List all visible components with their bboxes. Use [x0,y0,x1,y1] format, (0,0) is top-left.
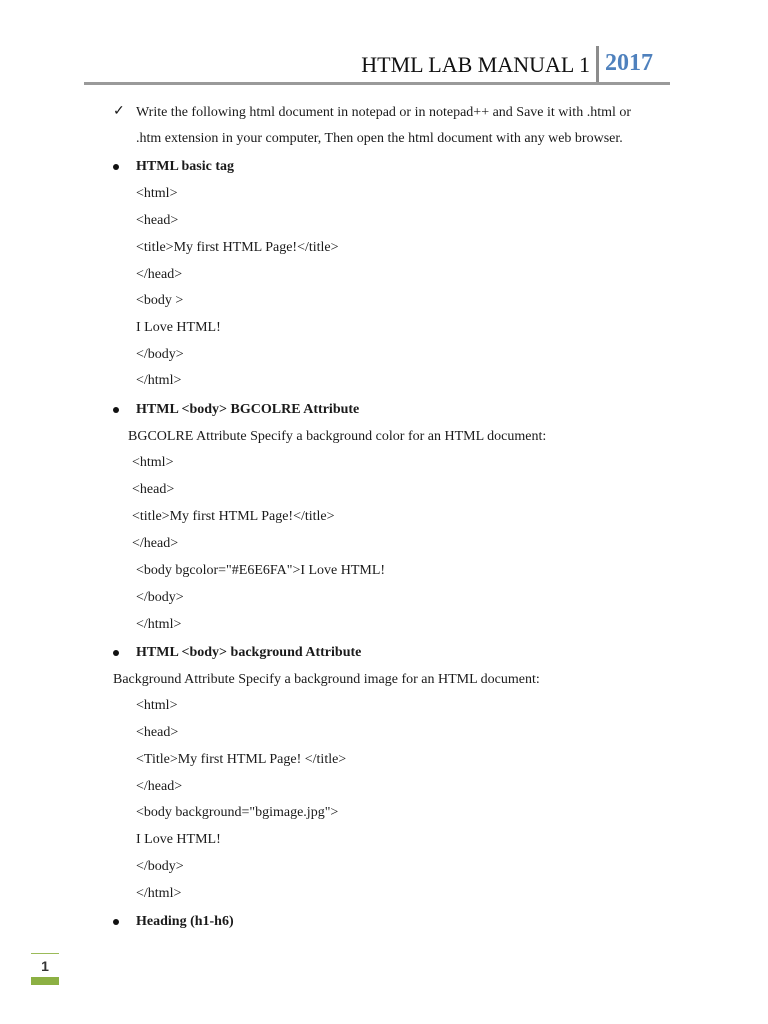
page-number: 1 [41,958,49,974]
page-header [84,44,670,84]
code-line: <head> [132,482,175,497]
code-line: <html> [136,698,178,713]
section-heading-background: HTML <body> background Attribute [136,645,362,660]
footer-bar [31,977,59,985]
bullet-icon [113,650,119,656]
document-year: 2017 [605,50,653,76]
code-line: <head> [136,725,179,740]
code-line: I Love HTML! [136,320,221,335]
code-line: <head> [136,213,179,228]
intro-line-2: .htm extension in your computer, Then open the html document with any web browser. [136,131,623,146]
bullet-icon [113,919,119,925]
code-line: <Title>My first HTML Page! </title> [136,752,347,767]
code-line: </head> [136,779,183,794]
code-line: <body bgcolor="#E6E6FA">I Love HTML! [136,563,386,578]
code-line: <title>My first HTML Page!</title> [132,509,335,524]
code-line: I Love HTML! [136,832,221,847]
footer-rule [31,953,59,954]
code-line: </body> [136,859,184,874]
code-line: </html> [136,886,182,901]
section-description-bgcolor: BGCOLRE Attribute Specify a background color for an HTML document: [128,429,547,444]
header-rule [84,82,670,85]
code-line: <title>My first HTML Page!</title> [136,240,339,255]
section-heading-bgcolor: HTML <body> BGCOLRE Attribute [136,402,360,417]
bullet-icon [113,407,119,413]
section-heading-basic-tag: HTML basic tag [136,159,235,174]
code-line: </html> [136,617,182,632]
code-line: <body background="bgimage.jpg"> [136,805,339,820]
intro-line-1: Write the following html document in notepad or in notepad++ and Save it with .html or [136,105,632,120]
code-line: </head> [132,536,179,551]
code-line: </html> [136,373,182,388]
code-line: </head> [136,267,183,282]
bullet-icon [113,164,119,170]
checkmark-icon: ✓ [113,104,125,119]
code-line: </body> [136,347,184,362]
header-divider [596,46,599,84]
code-line: </body> [136,590,184,605]
code-line: <html> [136,186,178,201]
code-line: <body > [136,293,184,308]
section-heading-headings: Heading (h1-h6) [136,914,234,929]
document-title: HTML LAB MANUAL 1 [361,52,590,77]
section-description-background: Background Attribute Specify a background image for an HTML document: [113,672,540,687]
code-line: <html> [132,455,174,470]
